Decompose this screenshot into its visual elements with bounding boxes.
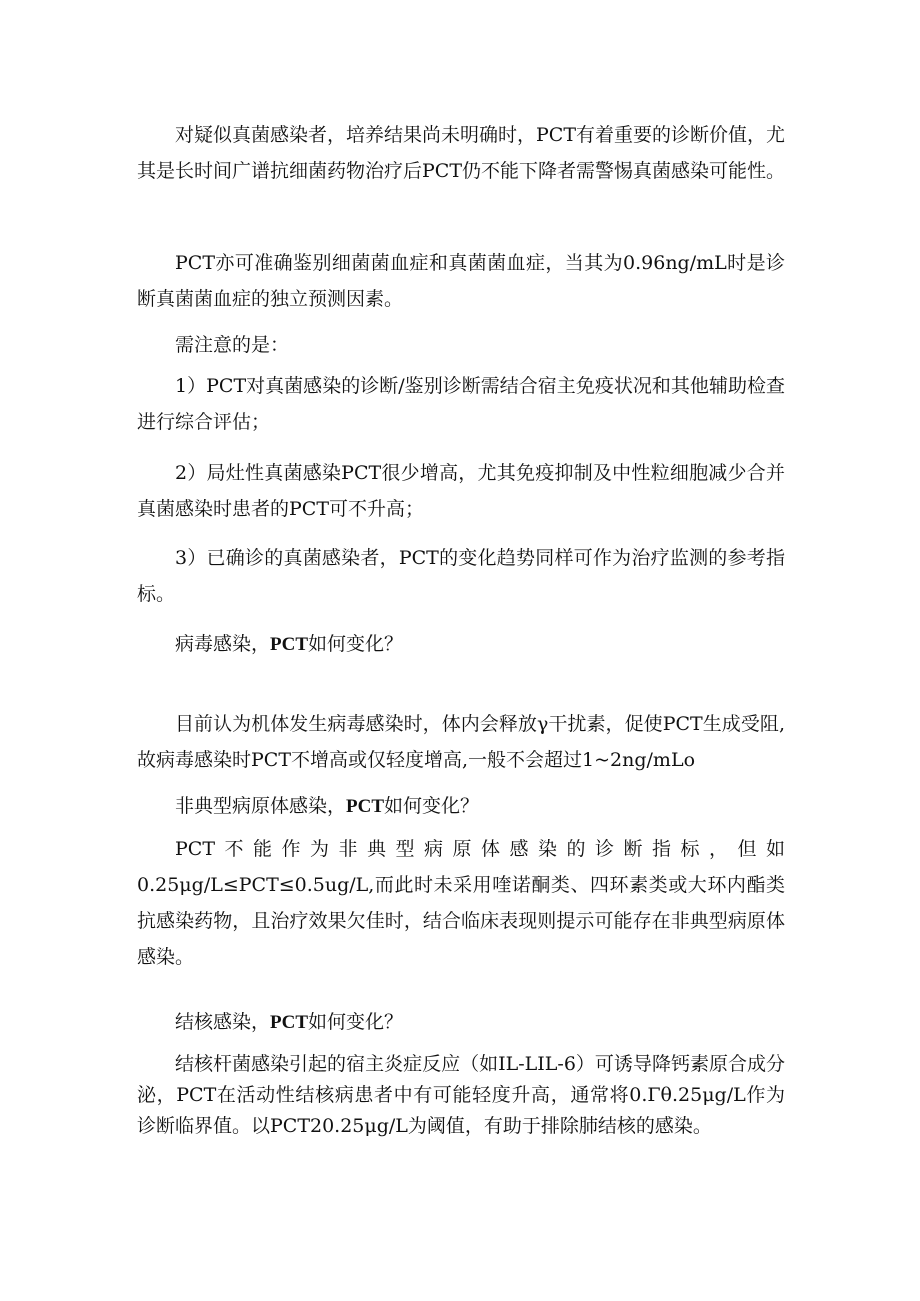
heading-tb-suffix: 如何变化？ xyxy=(308,1011,404,1033)
paragraph-atypical-infection: PCT不能作为非典型病原体感染的诊断指标，但如0.25μg/L≤PCT≤0.5ug/L,而此时未采用喹诺酮类、四环素类或大环内酯类抗感染药物，且治疗效果欠佳时，结合临床表现则提示可能存在非典型病原体感染。 xyxy=(137,838,785,968)
paragraph-note-3: 3）已确诊的真菌感染者，PCT的变化趋势同样可作为治疗监测的参考指标。 xyxy=(137,547,785,605)
heading-viral-suffix: 如何变化？ xyxy=(308,633,404,655)
paragraph-fungal-bacteremia-differentiation: PCT亦可准确鉴别细菌菌血症和真菌菌血症，当其为0.96ng/mL时是诊断真菌菌血症的独立预测因素。 xyxy=(137,252,785,310)
heading-viral-infection xyxy=(137,626,785,663)
paragraph-fungal-diagnostic-value: 对疑似真菌感染者，培养结果尚未明确时，PCT有着重要的诊断价值，尤其是长时间广谱抗细菌药物治疗后PCT仍不能下降者需警惕真菌感染可能性。 xyxy=(137,124,785,182)
heading-atypical-suffix: 如何变化？ xyxy=(384,795,480,817)
heading-atypical-prefix: 非典型病原体感染， xyxy=(175,795,347,817)
heading-atypical-infection xyxy=(137,788,785,825)
heading-atypical-bold: PCT xyxy=(346,796,385,817)
heading-viral-prefix: 病毒感染， xyxy=(175,633,271,655)
paragraph-tb-infection: 结核杆菌感染引起的宿主炎症反应（如IL-LIL-6）可诱导降钙素原合成分泌，PCT在活动性结核病患者中有可能轻度升高，通常将0.Γθ.25μg/L作为诊断临界值。以PCT20.25μg/L为阈值，有助于排除肺结核的感染。 xyxy=(137,1053,785,1137)
heading-tb-bold: PCT xyxy=(270,1012,309,1033)
paragraph-viral-infection: 目前认为机体发生病毒感染时，体内会释放γ干扰素，促使PCT生成受阻,故病毒感染时PCT不增高或仅轻度增高,一般不会超过1~2ng/mLo xyxy=(137,713,785,771)
paragraph-note-2: 2）局灶性真菌感染PCT很少增高，尤其免疫抑制及中性粒细胞减少合并真菌感染时患者的PCT可不升高； xyxy=(137,462,785,520)
paragraph-note-1: 1）PCT对真菌感染的诊断/鉴别诊断需结合宿主免疫状况和其他辅助检查进行综合评估； xyxy=(137,375,785,433)
heading-tb-infection xyxy=(137,1004,785,1041)
heading-tb-prefix: 结核感染， xyxy=(175,1011,271,1033)
heading-viral-bold: PCT xyxy=(270,634,309,655)
paragraph-notes-intro: 需注意的是： xyxy=(175,334,290,356)
